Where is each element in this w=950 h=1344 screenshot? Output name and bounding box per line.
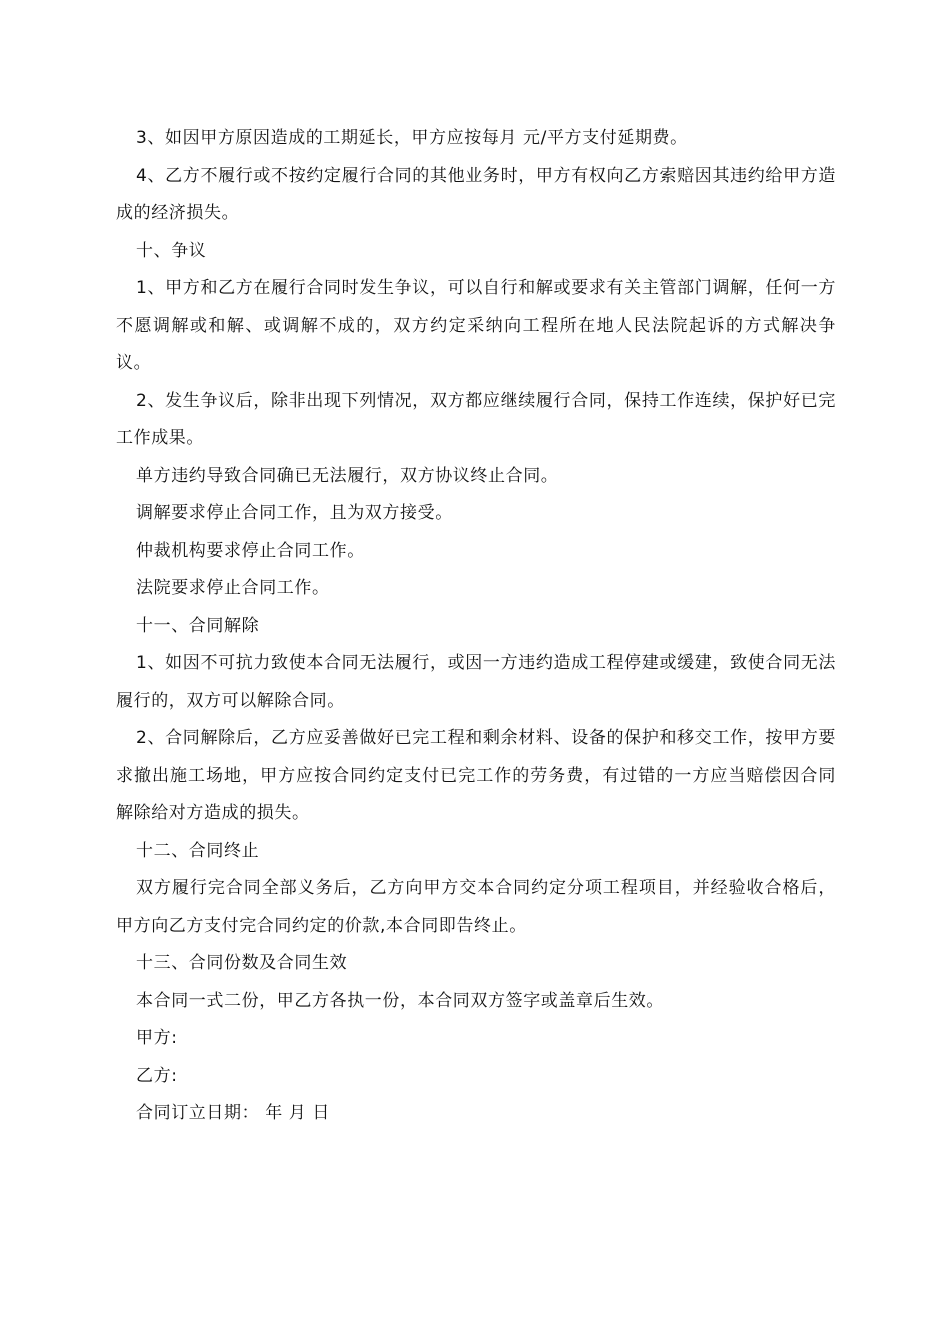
exception-item: 单方违约导致合同确已无法履行，双方协议终止合同。: [136, 465, 559, 486]
clause-9-item-4: 4、乙方不履行或不按约定履行合同的其他业务时，甲方有权向乙方索赔因其违约给甲方造成的经济损失。: [116, 165, 836, 223]
section-heading-termination: 十一、合同解除: [136, 615, 260, 636]
clause-13-text: 本合同一式二份，甲乙方各执一份，本合同双方签字或盖章后生效。: [136, 990, 664, 1011]
party-b-signature-line: 乙方:: [136, 1065, 178, 1086]
clause-11-item-2: 2、合同解除后，乙方应妥善做好已完工程和剩余材料、设备的保护和移交工作，按甲方要求撤出施工场地，甲方应按合同约定支付已完工作的劳务费，有过错的一方应当赔偿因合同解除给对方造成的损失。: [116, 728, 836, 823]
clause-10-item-1: 1、甲方和乙方在履行合同时发生争议，可以自行和解或要求有关主管部门调解，任何一方不愿调解或和解、或调解不成的，双方约定采纳向工程所在地人民法院起诉的方式解决争议。: [116, 278, 836, 373]
exception-item: 调解要求停止合同工作，且为双方接受。: [136, 503, 453, 523]
clause-10-item-2: 2、发生争议后，除非出现下列情况，双方都应继续履行合同，保持工作连续，保护好已完工作成果。: [116, 390, 836, 448]
clause-9-item-3: 3、如因甲方原因造成的工期延长，甲方应按每月 元/平方支付延期费。: [136, 128, 688, 148]
exception-item: 仲裁机构要求停止合同工作。: [136, 540, 365, 561]
clause-12-text: 双方履行完合同全部义务后，乙方向甲方交本合同约定分项工程项目，并经验收合格后，甲方向乙方支付完合同约定的价款,本合同即告终止。: [116, 878, 836, 936]
section-heading-end: 十二、合同终止: [136, 840, 260, 861]
party-a-signature-line: 甲方:: [136, 1028, 178, 1048]
document-body: [116, 120, 836, 1133]
exception-item: 法院要求停止合同工作。: [136, 578, 330, 598]
clause-11-item-1: 1、如因不可抗力致使本合同无法履行，或因一方违约造成工程停建或缓建，致使合同无法履行的，双方可以解除合同。: [116, 653, 836, 711]
section-heading-dispute: 十、争议: [136, 240, 207, 261]
contract-date-line: 合同订立日期： 年 月 日: [136, 1103, 331, 1123]
section-heading-copies: 十三、合同份数及合同生效: [136, 953, 348, 973]
